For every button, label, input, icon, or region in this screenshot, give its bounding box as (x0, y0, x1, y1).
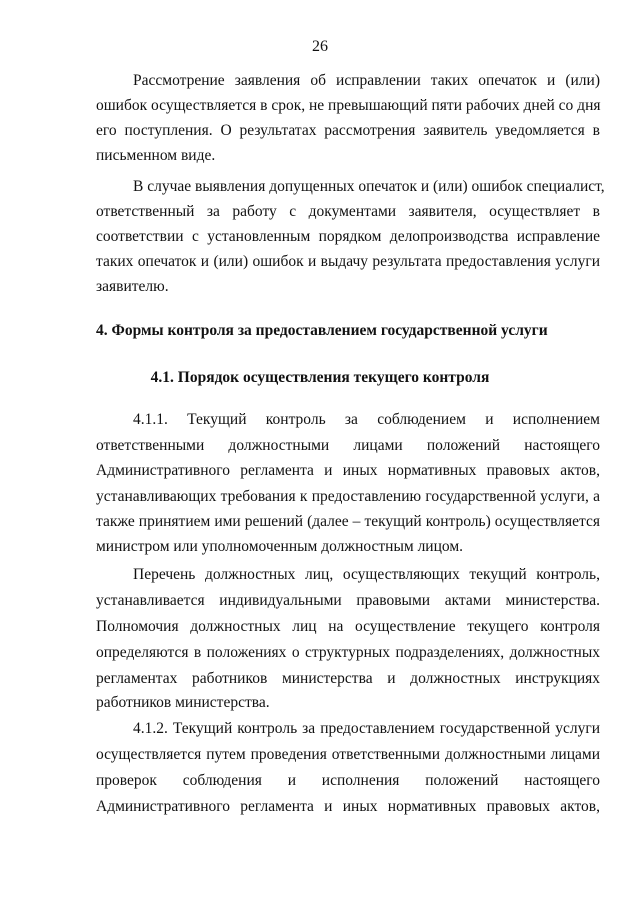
paragraph-line: проверок соблюдения и исполнения положений настоящего (96, 772, 600, 789)
subsection-heading: 4.1. Порядок осуществления текущего контроля (150, 369, 490, 386)
paragraph-line: Перечень должностных лиц, осуществляющих текущий контроль, (133, 566, 600, 583)
paragraph-line: ошибок осуществляется в срок, не превышающий пяти рабочих дней со дня (96, 97, 601, 114)
paragraph-line: ответственный за работу с документами заявителя, осуществляет в (96, 203, 600, 220)
paragraph-line: 4.1.1. Текущий контроль за соблюдением и исполнением (133, 411, 600, 428)
paragraph-line: 4.1.2. Текущий контроль за предоставлением государственной услуги (133, 720, 600, 737)
paragraph-line: соответствии с установленным порядком делопроизводства исправление (96, 228, 600, 245)
paragraph-line: определяются в положениях о структурных подразделениях, должностных (96, 644, 600, 661)
paragraph-line: министром или уполномоченным должностным лицом. (96, 538, 464, 555)
paragraph-line: Административного регламента и иных нормативных правовых актов, (96, 798, 600, 815)
paragraph-line: также принятием ими решений (далее – текущий контроль) осуществляется (96, 513, 600, 530)
paragraph-line: устанавливающих требования к предоставлению государственной услуги, а (96, 488, 600, 505)
paragraph-line: Рассмотрение заявления об исправлении таких опечаток и (или) (133, 72, 600, 89)
paragraph-line: таких опечаток и (или) ошибок и выдачу результата предоставления услуги (96, 253, 600, 270)
paragraph-line: Административного регламента и иных нормативных правовых актов, (96, 462, 600, 479)
paragraph-line: письменном виде. (96, 147, 216, 164)
paragraph-line: устанавливается индивидуальными правовыми актами министерства. (96, 592, 600, 609)
paragraph-line: его поступления. О результатах рассмотрения заявитель уведомляется в (96, 122, 600, 139)
paragraph-line: Полномочия должностных лиц на осуществление текущего контроля (96, 618, 600, 635)
paragraph-line: заявителю. (96, 278, 169, 295)
paragraph-line: работников министерства. (96, 694, 270, 711)
page-number: 26 (312, 38, 328, 55)
paragraph-line: регламентах работников министерства и должностных инструкциях (96, 670, 600, 687)
paragraph-line: ответственными должностными лицами положений настоящего (96, 437, 600, 454)
paragraph-line: В случае выявления допущенных опечаток и (или) ошибок специалист, (133, 178, 605, 195)
section-heading: 4. Формы контроля за предоставлением государственной услуги (96, 322, 548, 339)
paragraph-line: осуществляется путем проведения ответственными должностными лицами (96, 746, 600, 763)
